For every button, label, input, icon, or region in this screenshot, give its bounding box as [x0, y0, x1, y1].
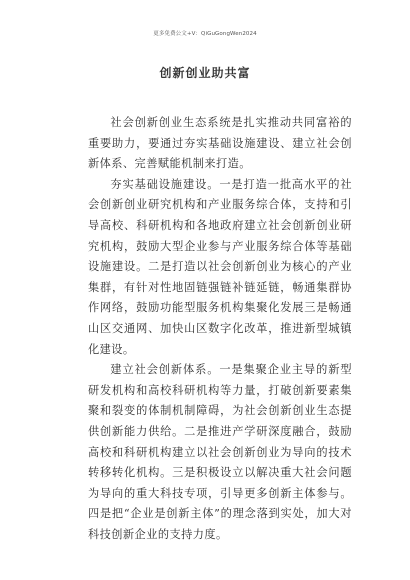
paragraph-intro: 社会创新创业生态系统是扎实推动共同富裕的重要助力，要通过夯实基础设施建设、建立社会创新体系、完善赋能机制来打造。 [88, 116, 352, 171]
document-body [88, 113, 352, 545]
document-title: 创新创业助共富 [159, 66, 251, 80]
paragraph-infrastructure: 夯实基础设施建设。一是打造一批高水平的社会创新创业研究机构和产业服务综合体，支持和引导高校、科研机构和各地政府建立社会创新创业研究机构，鼓励大型企业参与产业服务综合体等基础设施建设。二是打造以社会创新创业为核心的产业集群，有针对性地固链强链补链延链，畅通集群协作网络，鼓励功能型服务机构集聚化发展三是畅通山区交通网、加快山区数字化改革，推进新型城镇化建设。 [88, 177, 352, 356]
paragraph-innovation-system: 建立社会创新体系。一是集聚企业主导的新型研发机构和高校科研机构等力量，打破创新要素集聚和裂变的体制机制障碍，为社会创新创业生态提供创新能力供给。二是推进产学研深度融合，鼓励高校和科研机构建立以社会创新创业为导向的技术转移转化机构。三是积极设立以解决重大社会问题为导向的重大科技专项，引导更多创新主体参与。四是把“企业是创新主体”的理念落到实处，加大对科技创新企业的支持力度。 [88, 363, 352, 541]
header-note: 更多免费公文+V：QiGuGongWen2024 [153, 31, 257, 37]
